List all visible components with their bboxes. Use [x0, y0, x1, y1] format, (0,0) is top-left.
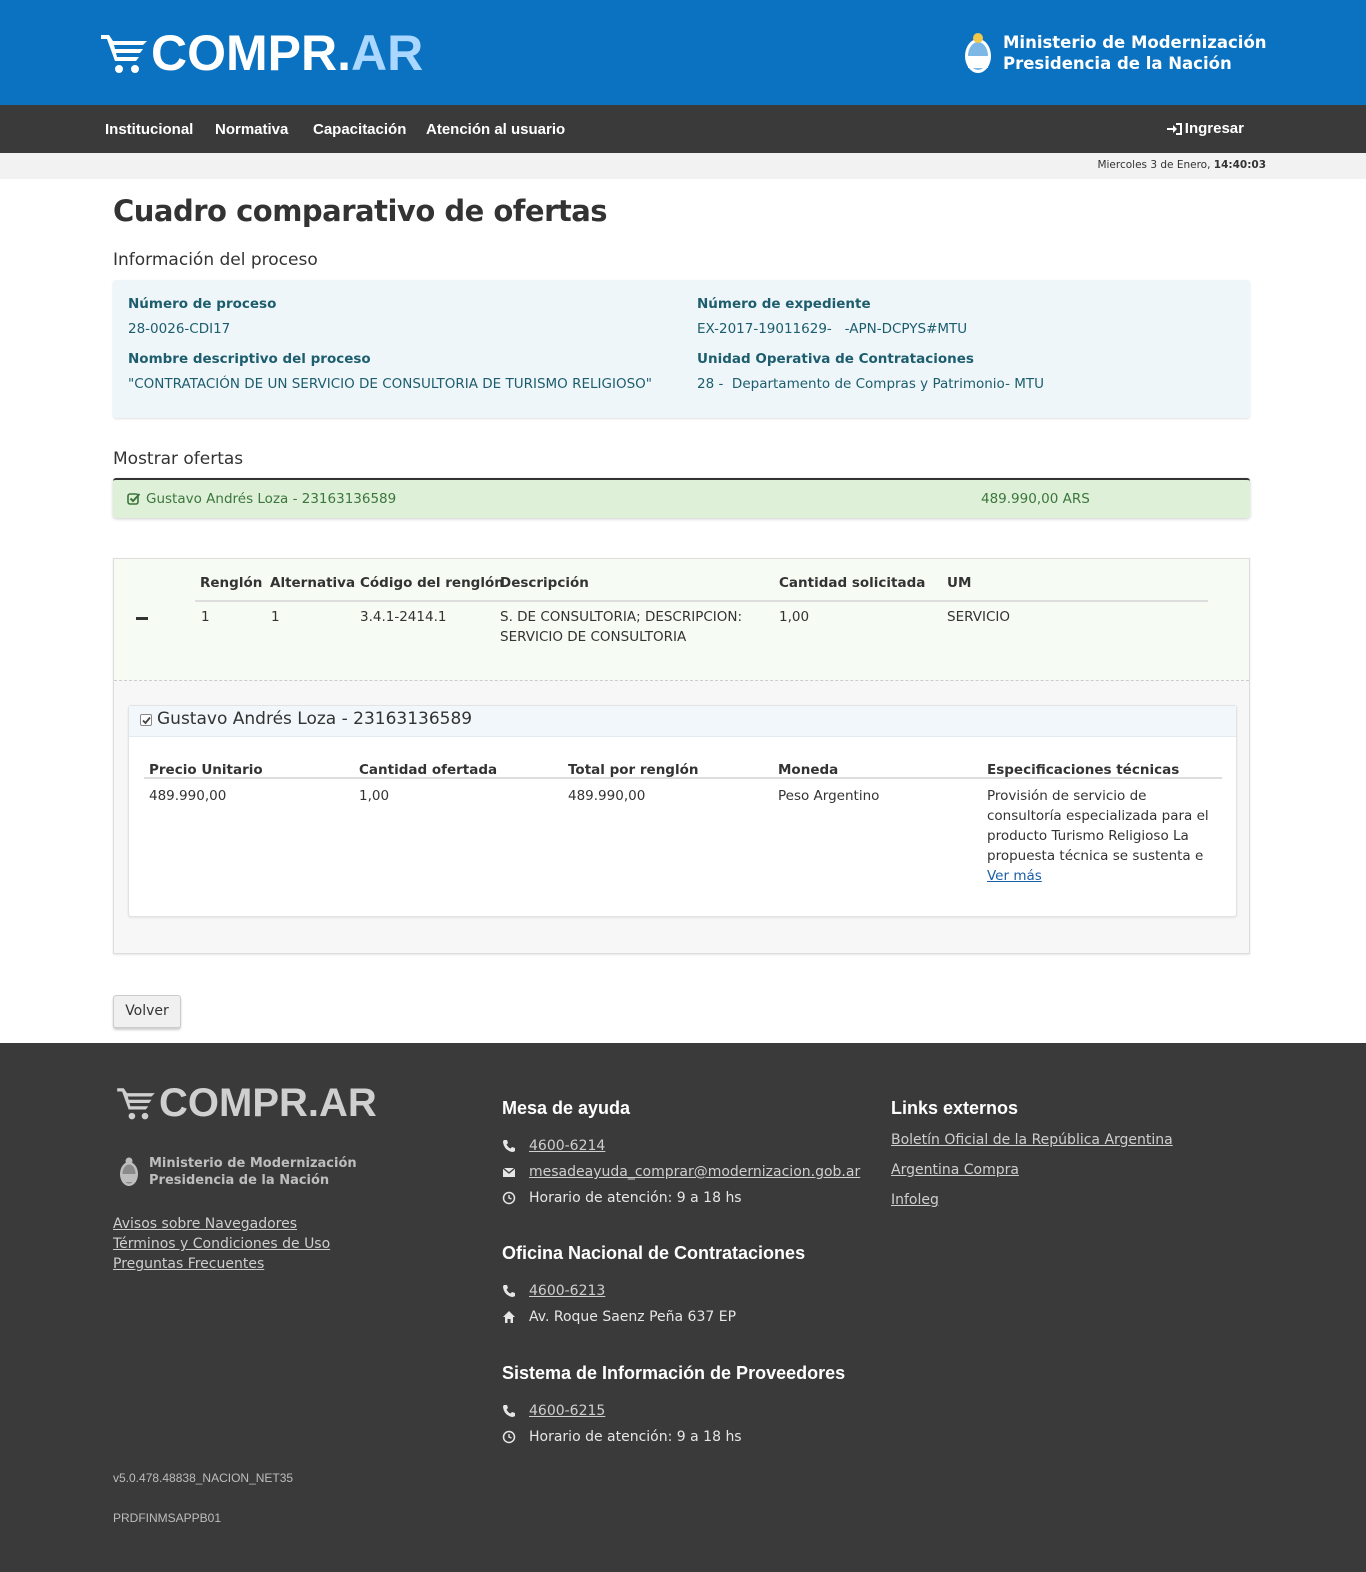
login-label: Ingresar	[1184, 120, 1244, 137]
oficina-phone-link[interactable]: 4600-6213	[529, 1283, 606, 1299]
th-descripcion: Descripción	[500, 575, 589, 591]
link-argentina-compra[interactable]: Argentina Compra	[891, 1162, 1019, 1178]
info-section-title: Información del proceso	[113, 250, 318, 270]
mesa-phone-link[interactable]: 4600-6214	[529, 1138, 606, 1154]
nombre-proceso-label: Nombre descriptivo del proceso	[128, 351, 371, 367]
footer-logo[interactable]	[114, 1083, 377, 1123]
spec-text: Provisión de servicio de consultoría especializada para el producto Turismo Religioso La propuesta técnica se sustenta e	[987, 788, 1209, 864]
expediente-value: EX-2017-19011629- -APN-DCPYS#MTU	[697, 321, 968, 337]
numero-proceso-label: Número de proceso	[128, 296, 277, 312]
nav-atencion-usuario[interactable]: Atención al usuario	[426, 121, 566, 138]
page-title: Cuadro comparativo de ofertas	[113, 194, 608, 228]
login-link[interactable]	[1167, 105, 1244, 153]
unidad-value: 28 - Departamento de Compras y Patrimonio- MTU	[697, 376, 1045, 392]
td-renglon: 1	[201, 609, 210, 625]
offer-card-header	[129, 706, 1236, 737]
sip-title: Sistema de Información de Proveedores	[502, 1363, 846, 1383]
cart-icon	[99, 31, 149, 75]
phone-icon	[502, 1284, 516, 1298]
th-alternativa: Alternativa	[270, 575, 356, 591]
mesa-ayuda-title: Mesa de ayuda	[502, 1098, 631, 1118]
mesa-horario: Horario de atención: 9 a 18 hs	[529, 1190, 742, 1206]
phone-icon	[502, 1404, 516, 1418]
mesa-email-link[interactable]: mesadeayuda_comprar@modernizacion.gob.ar	[529, 1164, 861, 1180]
brand-accent: AR	[351, 25, 424, 81]
login-icon	[1167, 122, 1183, 136]
coat-of-arms-icon	[962, 30, 994, 76]
td-total-renglon: 489.990,00	[568, 788, 646, 804]
offer-provider: Gustavo Andrés Loza - 23163136589	[146, 491, 397, 507]
footer-coat-of-arms-icon	[118, 1156, 140, 1188]
renglon-table	[114, 559, 1249, 681]
td-um: SERVICIO	[947, 609, 1010, 625]
th-renglon: Renglón	[200, 575, 263, 591]
footer-ministry	[118, 1155, 357, 1189]
server-name: PRDFINMSAPPB01	[113, 1511, 222, 1525]
th-moneda: Moneda	[778, 762, 839, 778]
clock-icon	[502, 1430, 516, 1444]
offer-summary-bar[interactable]	[113, 478, 1250, 518]
compr-ar-logo[interactable]	[99, 25, 424, 81]
link-preguntas-frecuentes[interactable]: Preguntas Frecuentes	[113, 1256, 265, 1272]
volver-button[interactable]: Volver	[113, 995, 181, 1028]
td-descripcion-line1: S. DE CONSULTORIA; DESCRIPCION:	[500, 609, 743, 625]
mesa-horario-row	[502, 1190, 742, 1206]
oficina-title: Oficina Nacional de Contrataciones	[502, 1243, 806, 1263]
td-precio-unitario: 489.990,00	[149, 788, 227, 804]
mesa-email-row	[502, 1164, 860, 1180]
oficina-address-row	[502, 1309, 736, 1325]
phone-icon	[502, 1139, 516, 1153]
td-codigo: 3.4.1-2414.1	[360, 609, 447, 625]
envelope-icon	[502, 1165, 516, 1179]
th-especificaciones: Especificaciones técnicas	[987, 762, 1180, 778]
nav-normativa[interactable]: Normativa	[215, 121, 289, 138]
td-descripcion-line2: SERVICIO DE CONSULTORIA	[500, 629, 687, 645]
brand-main: COMPR.	[151, 25, 351, 81]
unidad-label: Unidad Operativa de Contrataciones	[697, 351, 974, 367]
link-infoleg[interactable]: Infoleg	[891, 1192, 939, 1208]
collapse-icon[interactable]	[136, 617, 148, 620]
process-info-panel	[113, 280, 1250, 418]
th-cantidad-ofertada: Cantidad ofertada	[359, 762, 498, 778]
header-divider	[195, 600, 1208, 602]
offer-header-divider	[144, 777, 1222, 779]
ministry-line2: Presidencia de la Nación	[1003, 54, 1232, 73]
th-total-renglon: Total por renglón	[568, 762, 699, 778]
main-nav	[0, 105, 1366, 153]
link-avisos-navegadores[interactable]: Avisos sobre Navegadores	[113, 1216, 298, 1232]
sip-phone-link[interactable]: 4600-6215	[529, 1403, 606, 1419]
current-datetime	[1097, 159, 1266, 171]
clock-icon	[502, 1191, 516, 1205]
oficina-phone-row	[502, 1283, 605, 1299]
checkmark-icon	[142, 716, 151, 725]
th-um: UM	[947, 575, 972, 591]
td-cantidad: 1,00	[779, 609, 810, 625]
home-icon	[502, 1310, 516, 1324]
ext-links-title: Links externos	[891, 1098, 1019, 1118]
sip-phone-row	[502, 1403, 605, 1419]
oficina-address: Av. Roque Saenz Peña 637 EP	[529, 1309, 737, 1325]
td-descripcion	[500, 607, 742, 647]
sip-horario-row	[502, 1429, 742, 1445]
mesa-phone-row	[502, 1138, 605, 1154]
td-especificaciones	[987, 786, 1217, 886]
td-alternativa: 1	[271, 609, 280, 625]
ministry-line1: Ministerio de Modernización	[1003, 33, 1267, 52]
footer	[0, 1043, 1366, 1572]
numero-proceso-value: 28-0026-CDI17	[128, 321, 231, 337]
th-codigo: Código del renglón	[360, 575, 504, 591]
nombre-proceso-value: "CONTRATACIÓN DE UN SERVICIO DE CONSULTORIA DE TURISMO RELIGIOSO"	[128, 376, 652, 392]
offer-card	[128, 705, 1237, 917]
link-boletin-oficial[interactable]: Boletín Oficial de la República Argentina	[891, 1132, 1173, 1148]
offer-detail-box	[113, 558, 1250, 954]
footer-brand: COMPR.AR	[159, 1081, 377, 1125]
checked-icon	[127, 492, 141, 506]
td-cantidad-ofertada: 1,00	[359, 788, 390, 804]
offer-card-title: Gustavo Andrés Loza - 23163136589	[157, 709, 473, 729]
ministry-logo[interactable]	[962, 30, 1267, 76]
footer-ministry-line2: Presidencia de la Nación	[149, 1173, 330, 1188]
footer-ministry-line1: Ministerio de Modernización	[149, 1156, 357, 1171]
expediente-label: Número de expediente	[697, 296, 871, 312]
top-header	[0, 0, 1366, 105]
nav-institucional[interactable]: Institucional	[105, 121, 194, 138]
offer-amount: 489.990,00 ARS	[981, 491, 1090, 507]
link-terminos[interactable]: Términos y Condiciones de Uso	[113, 1236, 331, 1252]
th-precio-unitario: Precio Unitario	[149, 762, 263, 778]
current-time: 14:40:03	[1213, 159, 1266, 171]
nav-capacitacion[interactable]: Capacitación	[313, 121, 407, 138]
app-version: v5.0.478.48838_NACION_NET35	[113, 1471, 294, 1485]
date-bar	[0, 153, 1366, 179]
td-moneda: Peso Argentino	[778, 788, 880, 804]
footer-cart-icon	[114, 1085, 158, 1121]
th-cantidad: Cantidad solicitada	[779, 575, 926, 591]
sip-horario: Horario de atención: 9 a 18 hs	[529, 1429, 742, 1445]
offers-section-title: Mostrar ofertas	[113, 449, 244, 469]
current-date: Miercoles 3 de Enero,	[1097, 159, 1211, 171]
ver-mas-link[interactable]: Ver más	[987, 868, 1042, 884]
offer-checkbox[interactable]	[140, 714, 152, 726]
